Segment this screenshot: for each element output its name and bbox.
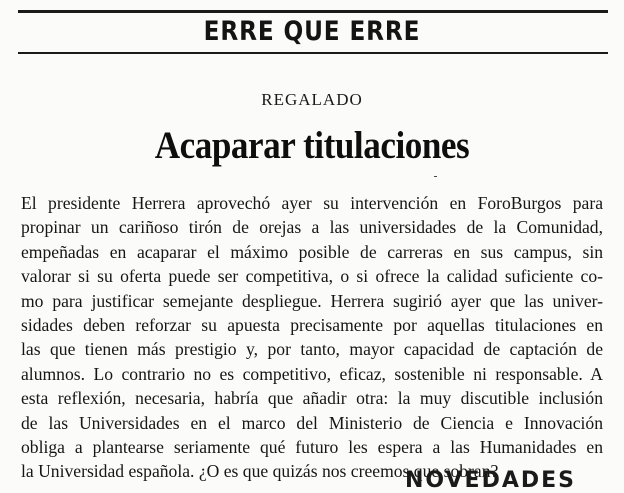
section-title: ERRE QUE ERRE — [203, 16, 421, 47]
next-section-title: NOVEDADES — [405, 468, 577, 493]
body-line: obliga a plantearse seriamente qué futuro les espera a las Humanidades en — [21, 436, 603, 457]
body-line: propinar un cariñoso tirón de orejas a las universidades de la Comunidad, — [21, 217, 603, 238]
article-headline: Acaparar titulaciones — [154, 124, 470, 167]
body-line: alumnos. Lo contrario no es competitivo, eficaz, sostenible ni responsable. A — [21, 363, 603, 384]
next-section-fragment — [405, 462, 624, 493]
body-line: El presidente Herrera aprovechó ayer su intervención en ForoBurgos para — [21, 193, 603, 213]
print-speck — [434, 176, 437, 177]
body-line: la Universidad española. ¿O es que quizás nos creemos que sobran? — [21, 461, 499, 482]
body-line: mo para justificar semejante despliegue. Herrera sugirió ayer que las univer- — [21, 290, 603, 311]
body-line: empeñadas en acaparar el máximo posible de carreras en sus campus, sin — [21, 241, 603, 262]
body-line: las que tienen más prestigio y, por tanto, mayor capacidad de captación de — [21, 339, 603, 360]
body-line: esta reflexión, necesaria, habría que añadir otra: la muy discutible inclusión — [21, 388, 603, 409]
article-body — [21, 191, 603, 484]
body-line: sidades deben reforzar su apuesta precisamente por aquellas titulaciones en — [21, 314, 603, 335]
section-bottom-rule — [18, 52, 608, 54]
body-line: valorar si su oferta puede ser competitiva, o si ofrece la calidad suficiente co- — [21, 266, 603, 287]
article-kicker: REGALADO — [261, 90, 363, 109]
body-line: de las Universidades en el marco del Ministerio de Ciencia e Innovación — [21, 412, 603, 433]
section-top-rule — [18, 10, 608, 13]
